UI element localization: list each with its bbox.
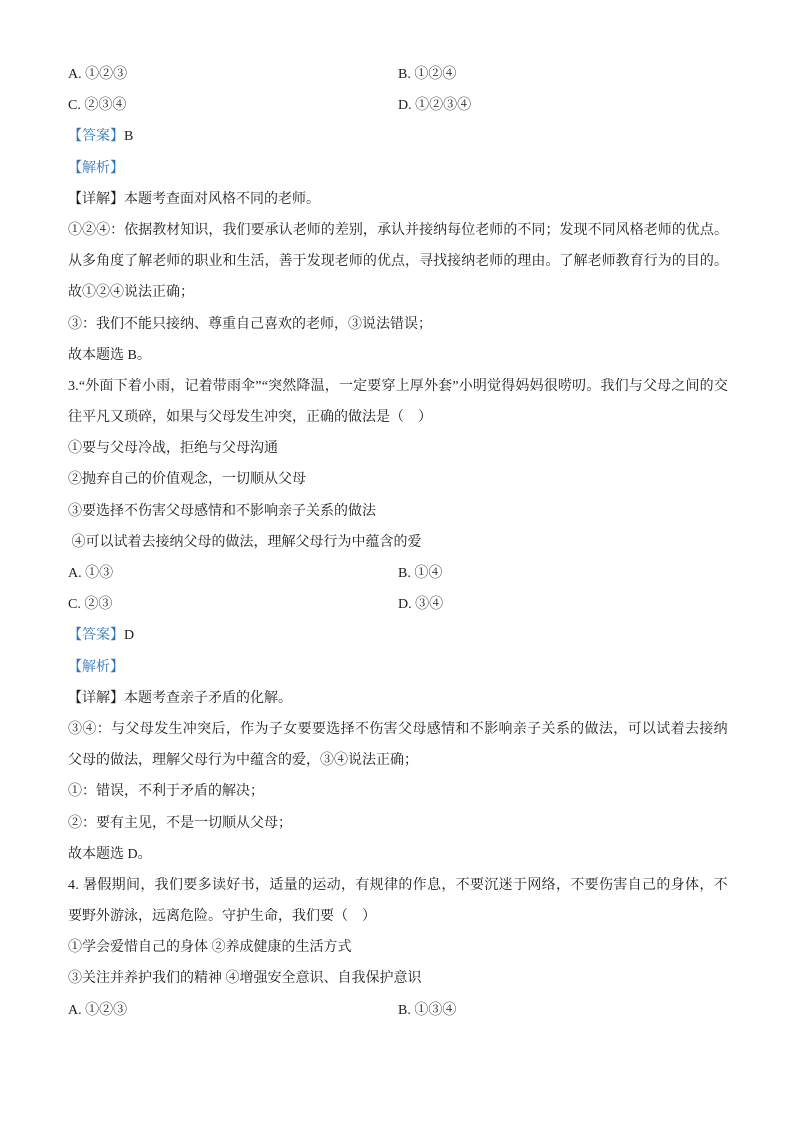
text-line <box>68 90 728 121</box>
line-text: ③：我们不能只接纳、尊重自己喜欢的老师，③说法错误； <box>68 316 432 332</box>
text-line <box>68 963 728 994</box>
line-text: 【详解】本题考查面对风格不同的老师。 <box>68 191 320 207</box>
text-line <box>68 371 728 402</box>
line-text: 4. 暑假期间，我们要多读好书，适量的运动，有规律的作息，不要沉迷于网络，不要伤害自己的身体，不 <box>68 877 728 893</box>
text-line <box>68 901 728 932</box>
option-a: C. ②③④ <box>68 98 127 114</box>
line-text: ②抛弃自己的价值观念，一切顺从父母 <box>68 472 306 488</box>
text-line <box>68 433 728 464</box>
text-line <box>68 995 728 1026</box>
text-line <box>68 932 728 963</box>
answer-value: D <box>124 628 135 644</box>
line-text: ③要选择不伤害父母感情和不影响亲子关系的做法 <box>68 503 376 519</box>
option-a: A. ①②③ <box>68 67 128 82</box>
text-line <box>68 839 728 870</box>
text-line <box>68 496 728 527</box>
line-text: ③关注并养护我们的精神 ④增强安全意识、自我保护意识 <box>68 971 422 987</box>
line-text: ④可以试着去接纳父母的做法，理解父母行为中蕴含的爱 <box>68 534 422 550</box>
option-b: B. ①④ <box>398 566 443 581</box>
answer-label: 【答案】 <box>68 129 124 145</box>
option-b: D. ③④ <box>398 597 444 613</box>
answer-label: 【答案】 <box>68 628 124 644</box>
text-line <box>68 246 728 277</box>
answer-value: B <box>124 129 134 145</box>
text-line <box>68 464 728 495</box>
line-text: 【详解】本题考查亲子矛盾的化解。 <box>68 690 292 706</box>
line-text: ①学会爱惜自己的身体 ②养成健康的生活方式 <box>68 940 352 956</box>
line-text: 故①②④说法正确； <box>68 285 194 301</box>
document-page <box>68 59 728 1026</box>
text-line <box>68 402 728 433</box>
text-line <box>68 558 728 589</box>
text-line <box>68 184 728 215</box>
option-b: D. ①②③④ <box>398 98 472 114</box>
line-text: 故本题选 B。 <box>68 347 151 363</box>
line-text: 故本题选 D。 <box>68 846 152 862</box>
text-line <box>68 745 728 776</box>
text-line <box>68 340 728 371</box>
line-text: 3.“外面下着小雨，记着带雨伞”“突然降温，一定要穿上厚外套”小明觉得妈妈很唠叨。我们与父母之间的交 <box>68 378 729 394</box>
text-line <box>68 215 728 246</box>
line-text: 往平凡又琐碎，如果与父母发生冲突，正确的做法是（ ） <box>68 410 432 426</box>
line-text: ①②④：依据教材知识，我们要承认老师的差别，承认并接纳每位老师的不同；发现不同风格老师的优点。 <box>68 222 729 238</box>
option-a: A. ①②③ <box>68 1002 128 1018</box>
option-a: C. ②③ <box>68 597 113 613</box>
text-line <box>68 121 728 152</box>
line-text: ②：要有主见，不是一切顺从父母； <box>68 815 292 831</box>
text-line <box>68 527 728 558</box>
line-text: ③④：与父母发生冲突后，作为子女要要选择不伤害父母感情和不影响亲子关系的做法，可以试着去接纳 <box>68 721 729 737</box>
text-line <box>68 652 728 683</box>
text-line <box>68 153 728 184</box>
text-line <box>68 589 728 620</box>
line-text: ①要与父母冷战，拒绝与父母沟通 <box>68 441 278 457</box>
text-line <box>68 620 728 651</box>
text-line <box>68 870 728 901</box>
text-line <box>68 714 728 745</box>
line-text: 父母的做法，理解父母行为中蕴含的爱，③④说法正确； <box>68 753 418 769</box>
text-line <box>68 683 728 714</box>
option-b: B. ①③④ <box>398 1002 457 1018</box>
text-line <box>68 277 728 308</box>
analysis-label: 【解析】 <box>68 160 124 176</box>
line-text: ①：错误，不利于矛盾的解决； <box>68 784 264 800</box>
line-text: 要野外游泳，远离危险。守护生命，我们要（ ） <box>68 909 376 925</box>
option-a: A. ①③ <box>68 566 114 581</box>
line-text: 从多角度了解老师的职业和生活，善于发现老师的优点，寻找接纳老师的理由。了解老师教育行为的目的。 <box>68 254 729 270</box>
text-line <box>68 808 728 839</box>
text-line <box>68 776 728 807</box>
analysis-label: 【解析】 <box>68 659 124 675</box>
text-line <box>68 59 728 90</box>
option-b: B. ①②④ <box>398 67 457 82</box>
text-line <box>68 309 728 340</box>
